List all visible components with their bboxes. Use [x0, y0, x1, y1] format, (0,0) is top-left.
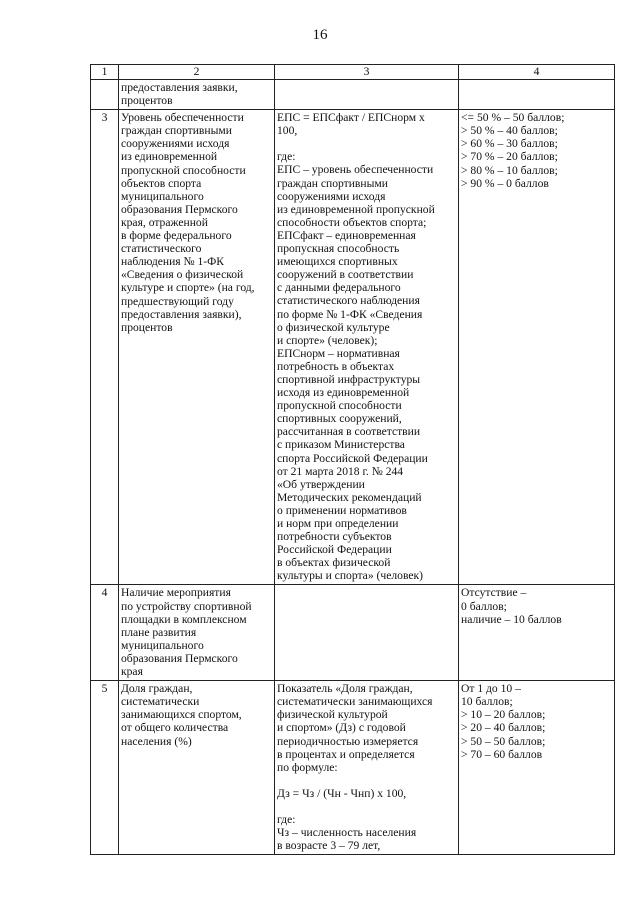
page-number: 16 [312, 27, 328, 43]
score-cell: <= 50 % – 50 баллов; > 50 % – 40 баллов; > 60 % – 30 баллов; > 70 % – 20 баллов; > 80 % – 10 баллов; > 90 % – 0 баллов [459, 110, 615, 585]
formula-intro: Показатель «Доля граждан, систематически занимающихся физической культурой и спортом» (Дз) с годовой периодичностью измеряется в процентах и определяется по формуле: [277, 682, 433, 774]
row-number-cell: 4 [91, 585, 119, 681]
formula-explanation: Чз – численность населения в возрасте 3 – 79 лет, [277, 825, 417, 853]
criteria-table [90, 64, 615, 855]
formula-explanation: ЕПС – уровень обеспеченности граждан спортивными сооружениями исходя из единовременной пропускной способности объектов спорта; ЕПСфакт – единовременная пропускная способность имеющихся спортивных сооружений в соответствии с данными федерального статистического наблюдения по форме № 1-ФК «Сведения о физической культуре и спорте» (человек); ЕПСнорм – нормативная потребность в объектах спортивной инфраструктуры исходя из единовременной пропускной способности спортивных сооружений, рассчитанная в соответствии с приказом Министерства спорта Российской Федерации от 21 марта 2018 г. № 244 «Об утверждении Методических рекомендаций о применении нормативов и норм при определении потребности субъектов Российской Федерации в объектах физической культуры и спорта» (человек) [277, 163, 435, 583]
calculation-cell [275, 681, 459, 855]
criterion-cell: предоставления заявки, процентов [119, 80, 275, 110]
table-row [91, 110, 615, 585]
table-header-row [91, 65, 615, 80]
header-cell-1: 1 [91, 65, 119, 80]
formula: ЕПС = ЕПСфакт / ЕПСнорм х 100, [277, 111, 425, 138]
calculation-cell [275, 110, 459, 585]
score-cell: От 1 до 10 – 10 баллов; > 10 – 20 баллов; > 20 – 40 баллов; > 50 – 50 баллов; > 70 – 60 баллов [459, 681, 615, 855]
table-row-continuation [91, 80, 615, 110]
criterion-cell: Уровень обеспеченности граждан спортивными сооружениями исходя из единовременной пропускной способности объектов спорта муниципального образования Пермского края, отраженной в форме федерального статистического наблюдения № 1-ФК «Сведения о физической культуре и спорте» (на год, предшествующий году предоставления заявки), процентов [119, 110, 275, 585]
header-cell-3: 3 [275, 65, 459, 80]
row-number-cell: 3 [91, 110, 119, 585]
calculation-cell [275, 585, 459, 681]
calculation-cell [275, 80, 459, 110]
score-cell [459, 80, 615, 110]
table-row [91, 585, 615, 681]
score-cell: Отсутствие – 0 баллов; наличие – 10 баллов [459, 585, 615, 681]
header-cell-2: 2 [119, 65, 275, 80]
criterion-cell: Доля граждан, систематически занимающихся спортом, от общего количества населения (%) [119, 681, 275, 855]
header-cell-4: 4 [459, 65, 615, 80]
row-number-cell [91, 80, 119, 110]
where-label: где: [277, 150, 296, 164]
row-number-cell: 5 [91, 681, 119, 855]
criterion-cell: Наличие мероприятия по устройству спортивной площадки в комплексном плане развития муниципального образования Пермского края [119, 585, 275, 681]
formula: Дз = Чз / (Чн - Чнп) х 100, [277, 786, 407, 800]
table-row [91, 681, 615, 855]
where-label: где: [277, 812, 296, 826]
